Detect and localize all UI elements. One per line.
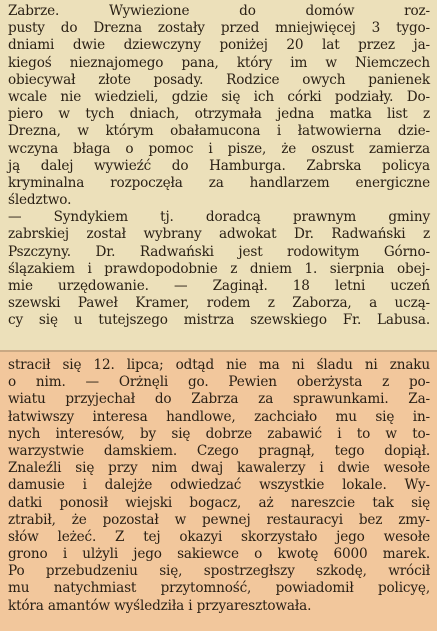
- text-line: Pszczyny. Dr. Radwański jest rodowitym Górno-: [8, 243, 430, 260]
- text-line: obiecywał złote posady. Rodzice owych panienek: [8, 71, 430, 88]
- bottom-newspaper-clipping: [0, 352, 437, 631]
- text-line: Znaleźli się przy nim dwaj kawalerzy i dwie wesołe: [8, 460, 430, 477]
- text-line: — Syndykiem tj. doradcą prawnym gminy: [8, 209, 430, 226]
- text-line: warzystwie damskiem. Czego pragnął, tego dopiął.: [8, 442, 430, 459]
- text-line: ztrabił, że pozostał w pewnej restauracyi bez zmy-: [8, 511, 430, 528]
- text-line: śledztwo.: [8, 192, 72, 209]
- text-line: kryminalna rozpoczęła za handlarzem energiczne: [8, 174, 430, 191]
- text-line: kiegoś nieznajomego pana, który im w Niemczech: [8, 54, 430, 71]
- text-line: słów leżeć. Z tej okazyi skorzystało jego wesołe: [8, 528, 430, 545]
- text-line: nych interesów, by się dobrze zabawić i to w to-: [8, 425, 430, 442]
- text-line: damusie i dalejże odwiedzać wszystkie lokale. Wy-: [8, 477, 430, 494]
- text-line: o nim. — Orżnęli go. Pewien oberżysta z po-: [8, 374, 430, 391]
- text-line: pusty do Drezna zostały przed mniejwięcej 3 tygo-: [8, 20, 430, 37]
- text-line: mu natychmiast przytomność, powiadomił policyę,: [8, 580, 430, 597]
- text-line: zabrskiej został wybrany adwokat Dr. Radwański z: [8, 226, 430, 243]
- text-line: Po przebudzeniu się, spostrzegłszy szkodę, wrócił: [8, 563, 430, 580]
- text-line: szewski Paweł Kramer, rodem z Zaborza, a uczą-: [8, 295, 430, 312]
- text-line: dniami dwie dziewczyny poniżej 20 lat przez ja-: [8, 37, 430, 54]
- text-line: datki ponosił wiejski bogacz, aż nareszcie tak się: [8, 494, 430, 511]
- text-line: mie urzędowanie. — Zaginął. 18 letni uczeń: [8, 278, 430, 294]
- text-line: ślązakiem i prawdopodobnie z dniem 1. sierpnia obej-: [8, 260, 430, 277]
- text-line: Zabrze. Wywiezione do domów roz-: [8, 3, 430, 19]
- article-text-bottom: [8, 357, 430, 615]
- text-line: wiatu przyjechał do Zabrza za sprawunkami. Za-: [8, 391, 430, 408]
- text-line: piero w tych dniach, otrzymała jedna matka list z: [8, 106, 430, 123]
- text-line: cy się u tutejszego mistrza szewskiego Fr. Labusa.: [8, 312, 430, 329]
- text-line: wczyna błaga o pomoc i pisze, że oszust zamierza: [8, 140, 430, 157]
- text-line: grono i ulżyli jego sakiewce o kwotę 6000 marek.: [8, 546, 430, 563]
- text-line: stracił się 12. lipca; odtąd nie ma ni śladu ni znaku: [8, 357, 430, 373]
- article-text-top: [8, 3, 430, 330]
- text-line: wcale nie wiedzieli, gdzie się ich córki podziały. Do-: [8, 88, 430, 105]
- text-line: Drezna, w którym obałamucona i łatwowierna dzie-: [8, 123, 430, 140]
- text-line: która amantów wyśledziła i przyaresztowała.: [8, 597, 312, 614]
- text-line: ją dalej wywieźć do Hamburga. Zabrska policya: [8, 157, 430, 174]
- text-line: łatwiwszy interesa handlowe, zachciało mu się in-: [8, 408, 430, 425]
